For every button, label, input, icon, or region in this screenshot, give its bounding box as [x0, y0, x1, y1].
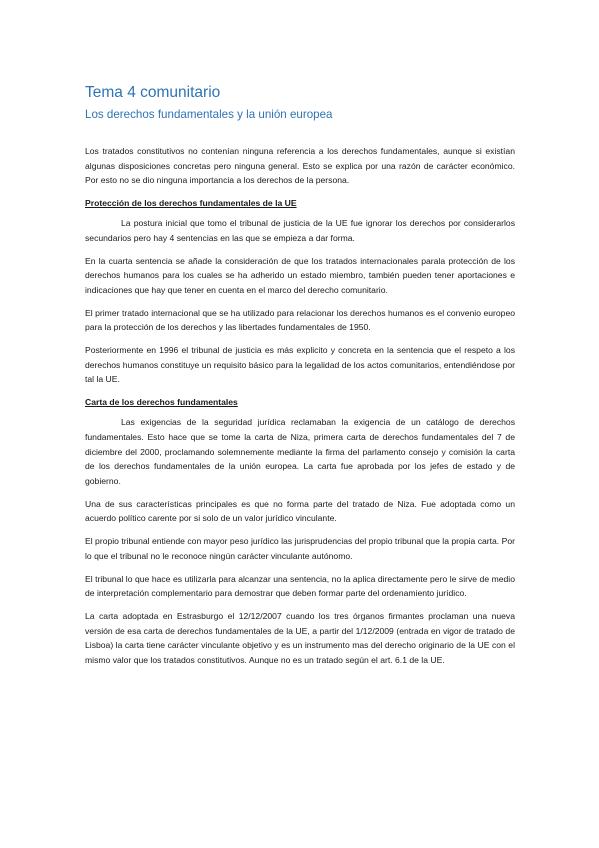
paragraph: Posteriormente en 1996 el tribunal de justicia es más explicito y concreta en la sentencia que el respeto a los derechos humanos constituye un requisito básico para la legalidad de los actos comunitarios, entendiéndose por tal la UE. [85, 345, 515, 385]
paragraph: El primer tratado internacional que se ha utilizado para relacionar los derechos humanos es el convenio europeo para la protección de los derechos y las libertades fundamentales de 1950. [85, 307, 515, 333]
section-heading-proteccion: Protección de los derechos fundamentales de la UE [85, 198, 297, 209]
paragraph: El tribunal lo que hace es utilizarla para alcanzar una sentencia, no la aplica directamente pero le sirve de medio de interpretación complementario para demostrar que deben formar parte del ordenamiento jurídico. [85, 573, 515, 599]
paragraph: La carta adoptada en Estrasburgo el 12/12/2007 cuando los tres órganos firmantes proclaman una nueva versión de esa carta de derechos fundamentales de la UE, a partir del 1/12/2009 (entrada en vigor de tratado de Lisboa) la carta tiene carácter vinculante objetivo y es un instrumento mas del derecho originario de la UE con el mismo valor que los tratados constitutivos. Aunque no es un tratado según el art. 6.1 de la UE. [85, 611, 515, 665]
paragraph: Las exigencias de la seguridad jurídica reclamaban la exigencia de un catálogo de derechos fundamentales. Esto hace que se tome la carta de Niza, primera carta de derechos fundamentales del 7 de diciembre del 2000, proclamando solemnemente mediante la firma del parlamento consejo y comisión la carta de los derechos fundamentales de la unión europea. La carta fue aprobada por los jefes de estado y de gobierno. [85, 417, 515, 486]
document-subtitle: Los derechos fundamentales y la unión europea [85, 108, 333, 121]
paragraph: Una de sus características principales es que no forma parte del tratado de Niza. Fue adoptada como un acuerdo político carente por si solo de un valor jurídico vinculante. [85, 498, 515, 524]
document-body [85, 144, 515, 676]
paragraph: En la cuarta sentencia se añade la consideración de que los tratados internacionales parala protección de los derechos humanos para los cuales se ha adherido un estado miembro, también pueden tener aportaciones e indicaciones que hay que tener en cuenta en el marco del derecho comunitario. [85, 255, 515, 295]
document-title: Tema 4 comunitario [85, 84, 221, 101]
paragraph: La postura inicial que tomo el tribunal de justicia de la UE fue ignorar los derechos por considerarlos secundarios pero hay 4 sentencias en las que se empieza a dar forma. [85, 218, 515, 243]
intro-paragraph: Los tratados constitutivos no contenían ninguna referencia a los derechos fundamentales, aunque si existían algunas disposiciones concretas pero ninguna general. Esto se explica por una razón de carácter económico. Por esto no se dio ninguna importancia a los derechos de la persona. [85, 146, 515, 186]
paragraph: El propio tribunal entiende con mayor peso jurídico las jurisprudencias del propio tribunal que la propia carta. Por lo que el tribunal no le reconoce ningún carácter vinculante autónomo. [85, 536, 515, 561]
section-heading-carta: Carta de los derechos fundamentales [85, 397, 238, 408]
